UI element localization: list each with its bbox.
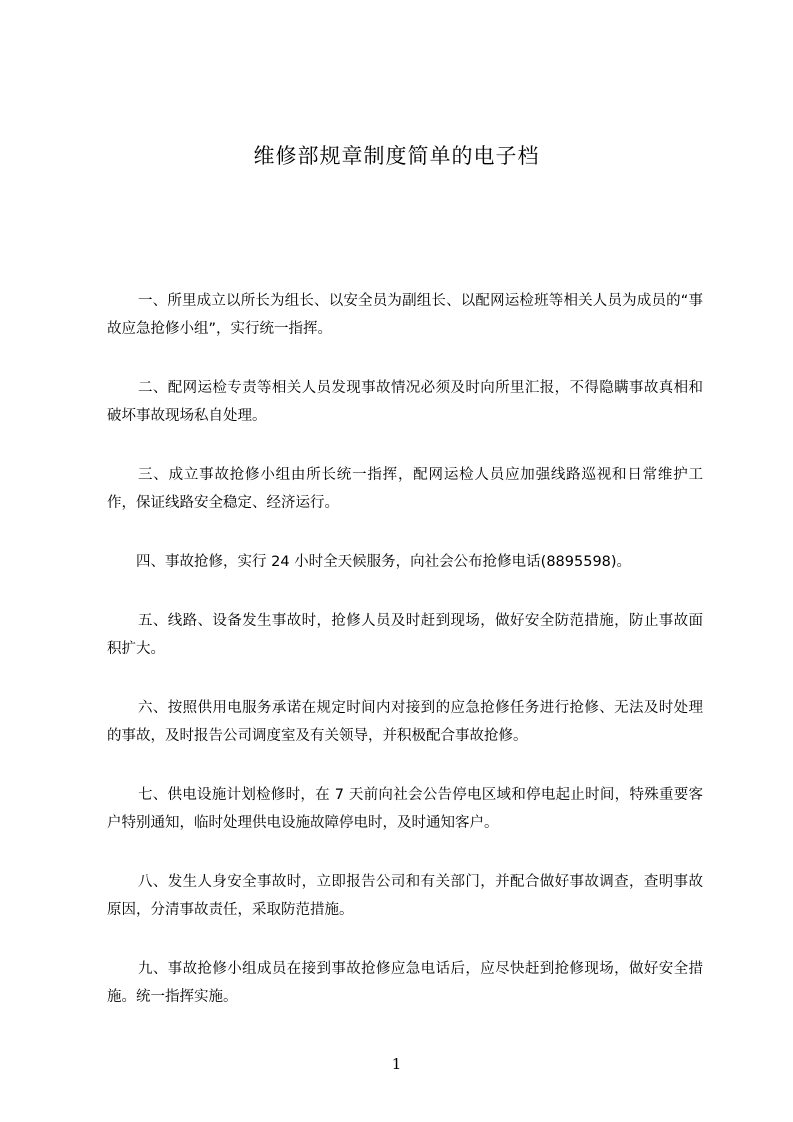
paragraph-7: 七、供电设施计划检修时，在 7 天前向社会公告停电区域和停电起止时间，特殊重要客户特别通知，临时处理供电设施故障停电时，及时通知客户。: [107, 787, 703, 831]
page-number: 1: [391, 1055, 402, 1073]
paragraph-6: 六、按照供用电服务承诺在规定时间内对接到的应急抢修任务进行抢修、无法及时处理的事故，及时报告公司调度室及有关领导，并积极配合事故抢修。: [107, 700, 703, 744]
paragraph-8: 八、发生人身安全事故时，立即报告公司和有关部门，并配合做好事故调查，查明事故原因，分清事故责任，采取防范措施。: [107, 874, 703, 918]
paragraph-2: 二、配网运检专责等相关人员发现事故情况必须及时向所里汇报，不得隐瞒事故真相和破坏事故现场私自处理。: [107, 380, 703, 424]
document-title: 维修部规章制度简单的电子档: [253, 144, 540, 168]
paragraph-5: 五、线路、设备发生事故时，抢修人员及时赶到现场，做好安全防范措施，防止事故面积扩大。: [107, 613, 703, 657]
paragraph-3: 三、成立事故抢修小组由所长统一指挥，配网运检人员应加强线路巡视和日常维护工作，保证线路安全稳定、经济运行。: [107, 467, 703, 511]
paragraph-4: 四、事故抢修，实行 24 小时全天候服务，向社会公布抢修电话(8895598)。: [136, 554, 632, 570]
document-body: [107, 287, 703, 1042]
paragraph-9: 九、事故抢修小组成员在接到事故抢修应急电话后，应尽快赶到抢修现场，做好安全措施。统一指挥实施。: [107, 961, 703, 1005]
paragraph-1: 一、所里成立以所长为组长、以安全员为副组长、以配网运检班等相关人员为成员的“事故应急抢修小组”，实行统一指挥。: [107, 293, 703, 337]
